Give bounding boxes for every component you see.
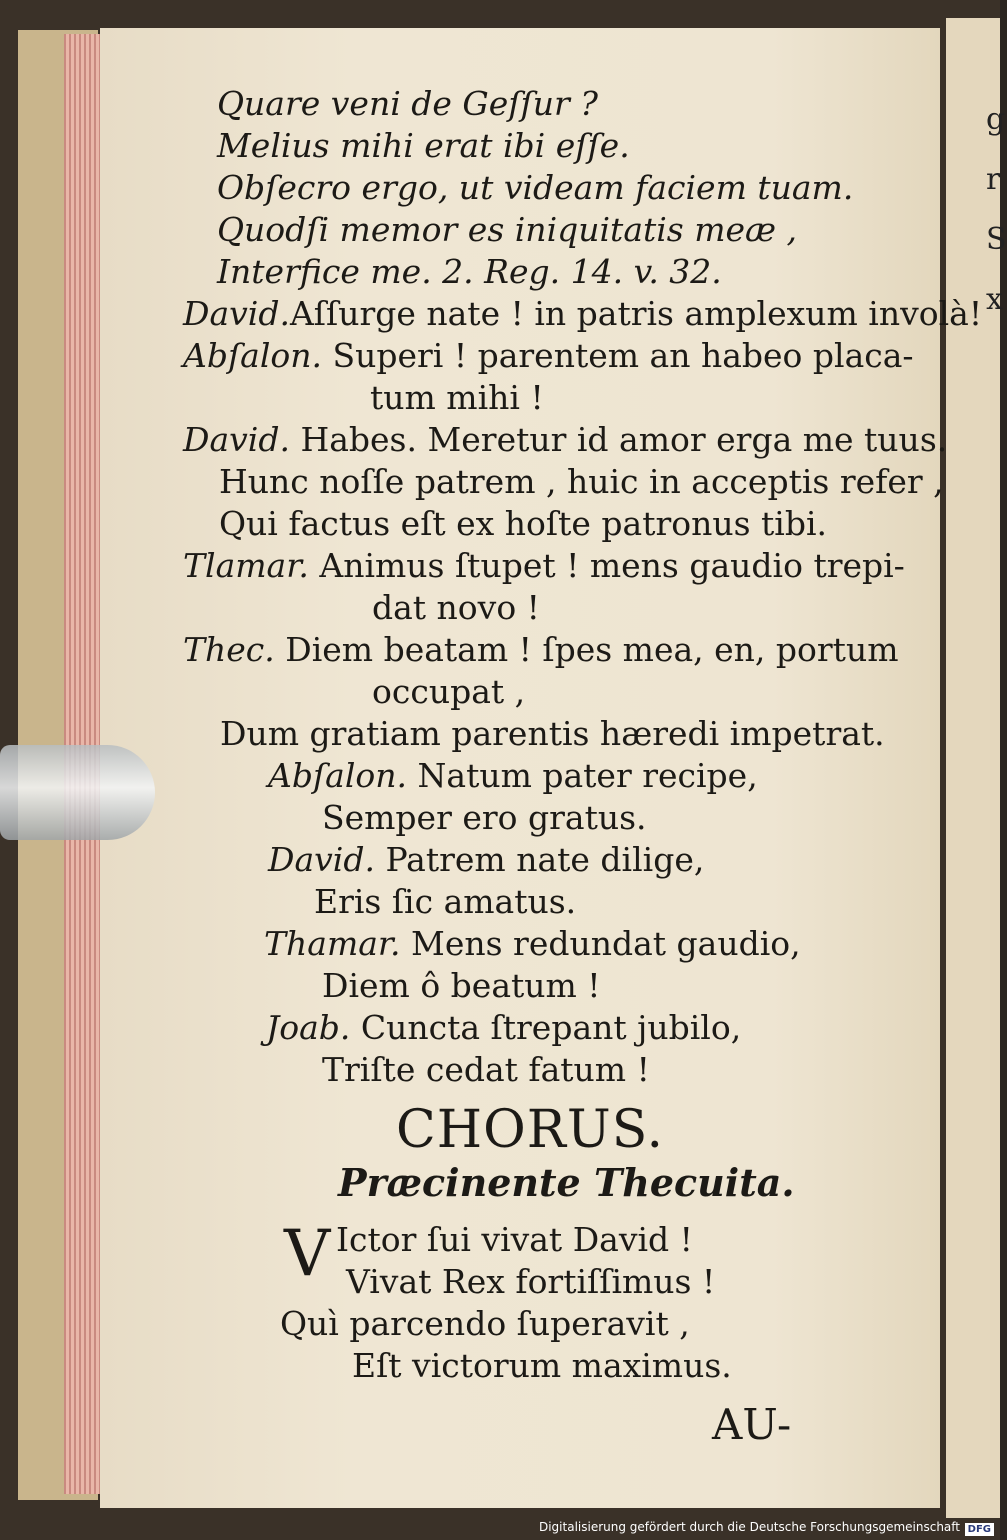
speaker-name: David. bbox=[183, 420, 290, 459]
dfg-logo: DFG bbox=[965, 1523, 994, 1536]
speaker-name: Tlamar. bbox=[183, 546, 309, 585]
drop-capital: V bbox=[284, 1217, 331, 1291]
speaker-name: Joab. bbox=[266, 1008, 351, 1047]
catchword: AU- bbox=[712, 1400, 792, 1449]
text-line: David.Aſſurge nate ! in patris amplexum involà! bbox=[183, 294, 983, 333]
text-line: Abſalon. Superi ! parentem an habeo placa- bbox=[183, 336, 914, 375]
chorus-heading: CHORUS. bbox=[396, 1100, 665, 1160]
chorus-subheading: Præcinente Thecuita. bbox=[338, 1160, 795, 1205]
verse-line: Quì parcendo ſuperavit , bbox=[280, 1304, 690, 1343]
verse-line: Ictor ſui vivat David ! bbox=[336, 1220, 693, 1259]
text-line: Obſecro ergo, ut videam faciem tuam. bbox=[217, 168, 854, 207]
text-line: Quare veni de Geſſur ? bbox=[217, 84, 598, 123]
text-line: Melius mihi erat ibi eſſe. bbox=[217, 126, 630, 165]
text-line: Dum gratiam parentis hæredi impetrat. bbox=[220, 714, 885, 753]
page-clip bbox=[0, 745, 155, 840]
text-line: Qui factus eſt ex hoſte patronus tibi. bbox=[219, 504, 828, 543]
text-line: Quodſi memor es iniquitatis meæ , bbox=[217, 210, 798, 249]
speaker-name: David. bbox=[268, 840, 375, 879]
text-line: Hunc noſſe patrem , huic in acceptis refer , bbox=[219, 462, 944, 501]
digitization-footer: Digitalisierung gefördert durch die Deutsche Forschungsgemeinschaft bbox=[538, 1520, 960, 1534]
verse-line: Vivat Rex fortiſſimus ! bbox=[346, 1262, 716, 1301]
text-line: Tlamar. Animus ſtupet ! mens gaudio trepi- bbox=[183, 546, 905, 585]
verse-line: Eſt victorum maximus. bbox=[352, 1346, 732, 1385]
text-line: David. Habes. Meretur id amor erga me tuus. bbox=[183, 420, 948, 459]
text-line: Eris ſic amatus. bbox=[314, 882, 577, 921]
text-line: tum mihi ! bbox=[370, 378, 544, 417]
text-line: Joab. Cuncta ſtrepant jubilo, bbox=[266, 1008, 742, 1047]
text-line: Interfice me. 2. Reg. 14. v. 32. bbox=[217, 252, 722, 291]
speaker-name: Thamar. bbox=[264, 924, 401, 963]
speaker-name: David. bbox=[183, 294, 290, 333]
speaker-name: Abſalon. bbox=[183, 336, 323, 375]
text-line: Diem ô beatum ! bbox=[322, 966, 601, 1005]
text-line: Semper ero gratus. bbox=[322, 798, 647, 837]
text-line: David. Patrem nate dilige, bbox=[268, 840, 705, 879]
text-line: Thamar. Mens redundat gaudio, bbox=[264, 924, 801, 963]
facing-page-marks: g r S x bbox=[986, 102, 1007, 317]
text-line: occupat , bbox=[372, 672, 526, 711]
speaker-name: Abſalon. bbox=[268, 756, 408, 795]
text-line: dat novo ! bbox=[372, 588, 540, 627]
speaker-name: Thec. bbox=[183, 630, 275, 669]
text-line: Thec. Diem beatam ! ſpes mea, en, portum bbox=[183, 630, 899, 669]
text-line: Triſte cedat fatum ! bbox=[322, 1050, 650, 1089]
text-line: Abſalon. Natum pater recipe, bbox=[268, 756, 758, 795]
